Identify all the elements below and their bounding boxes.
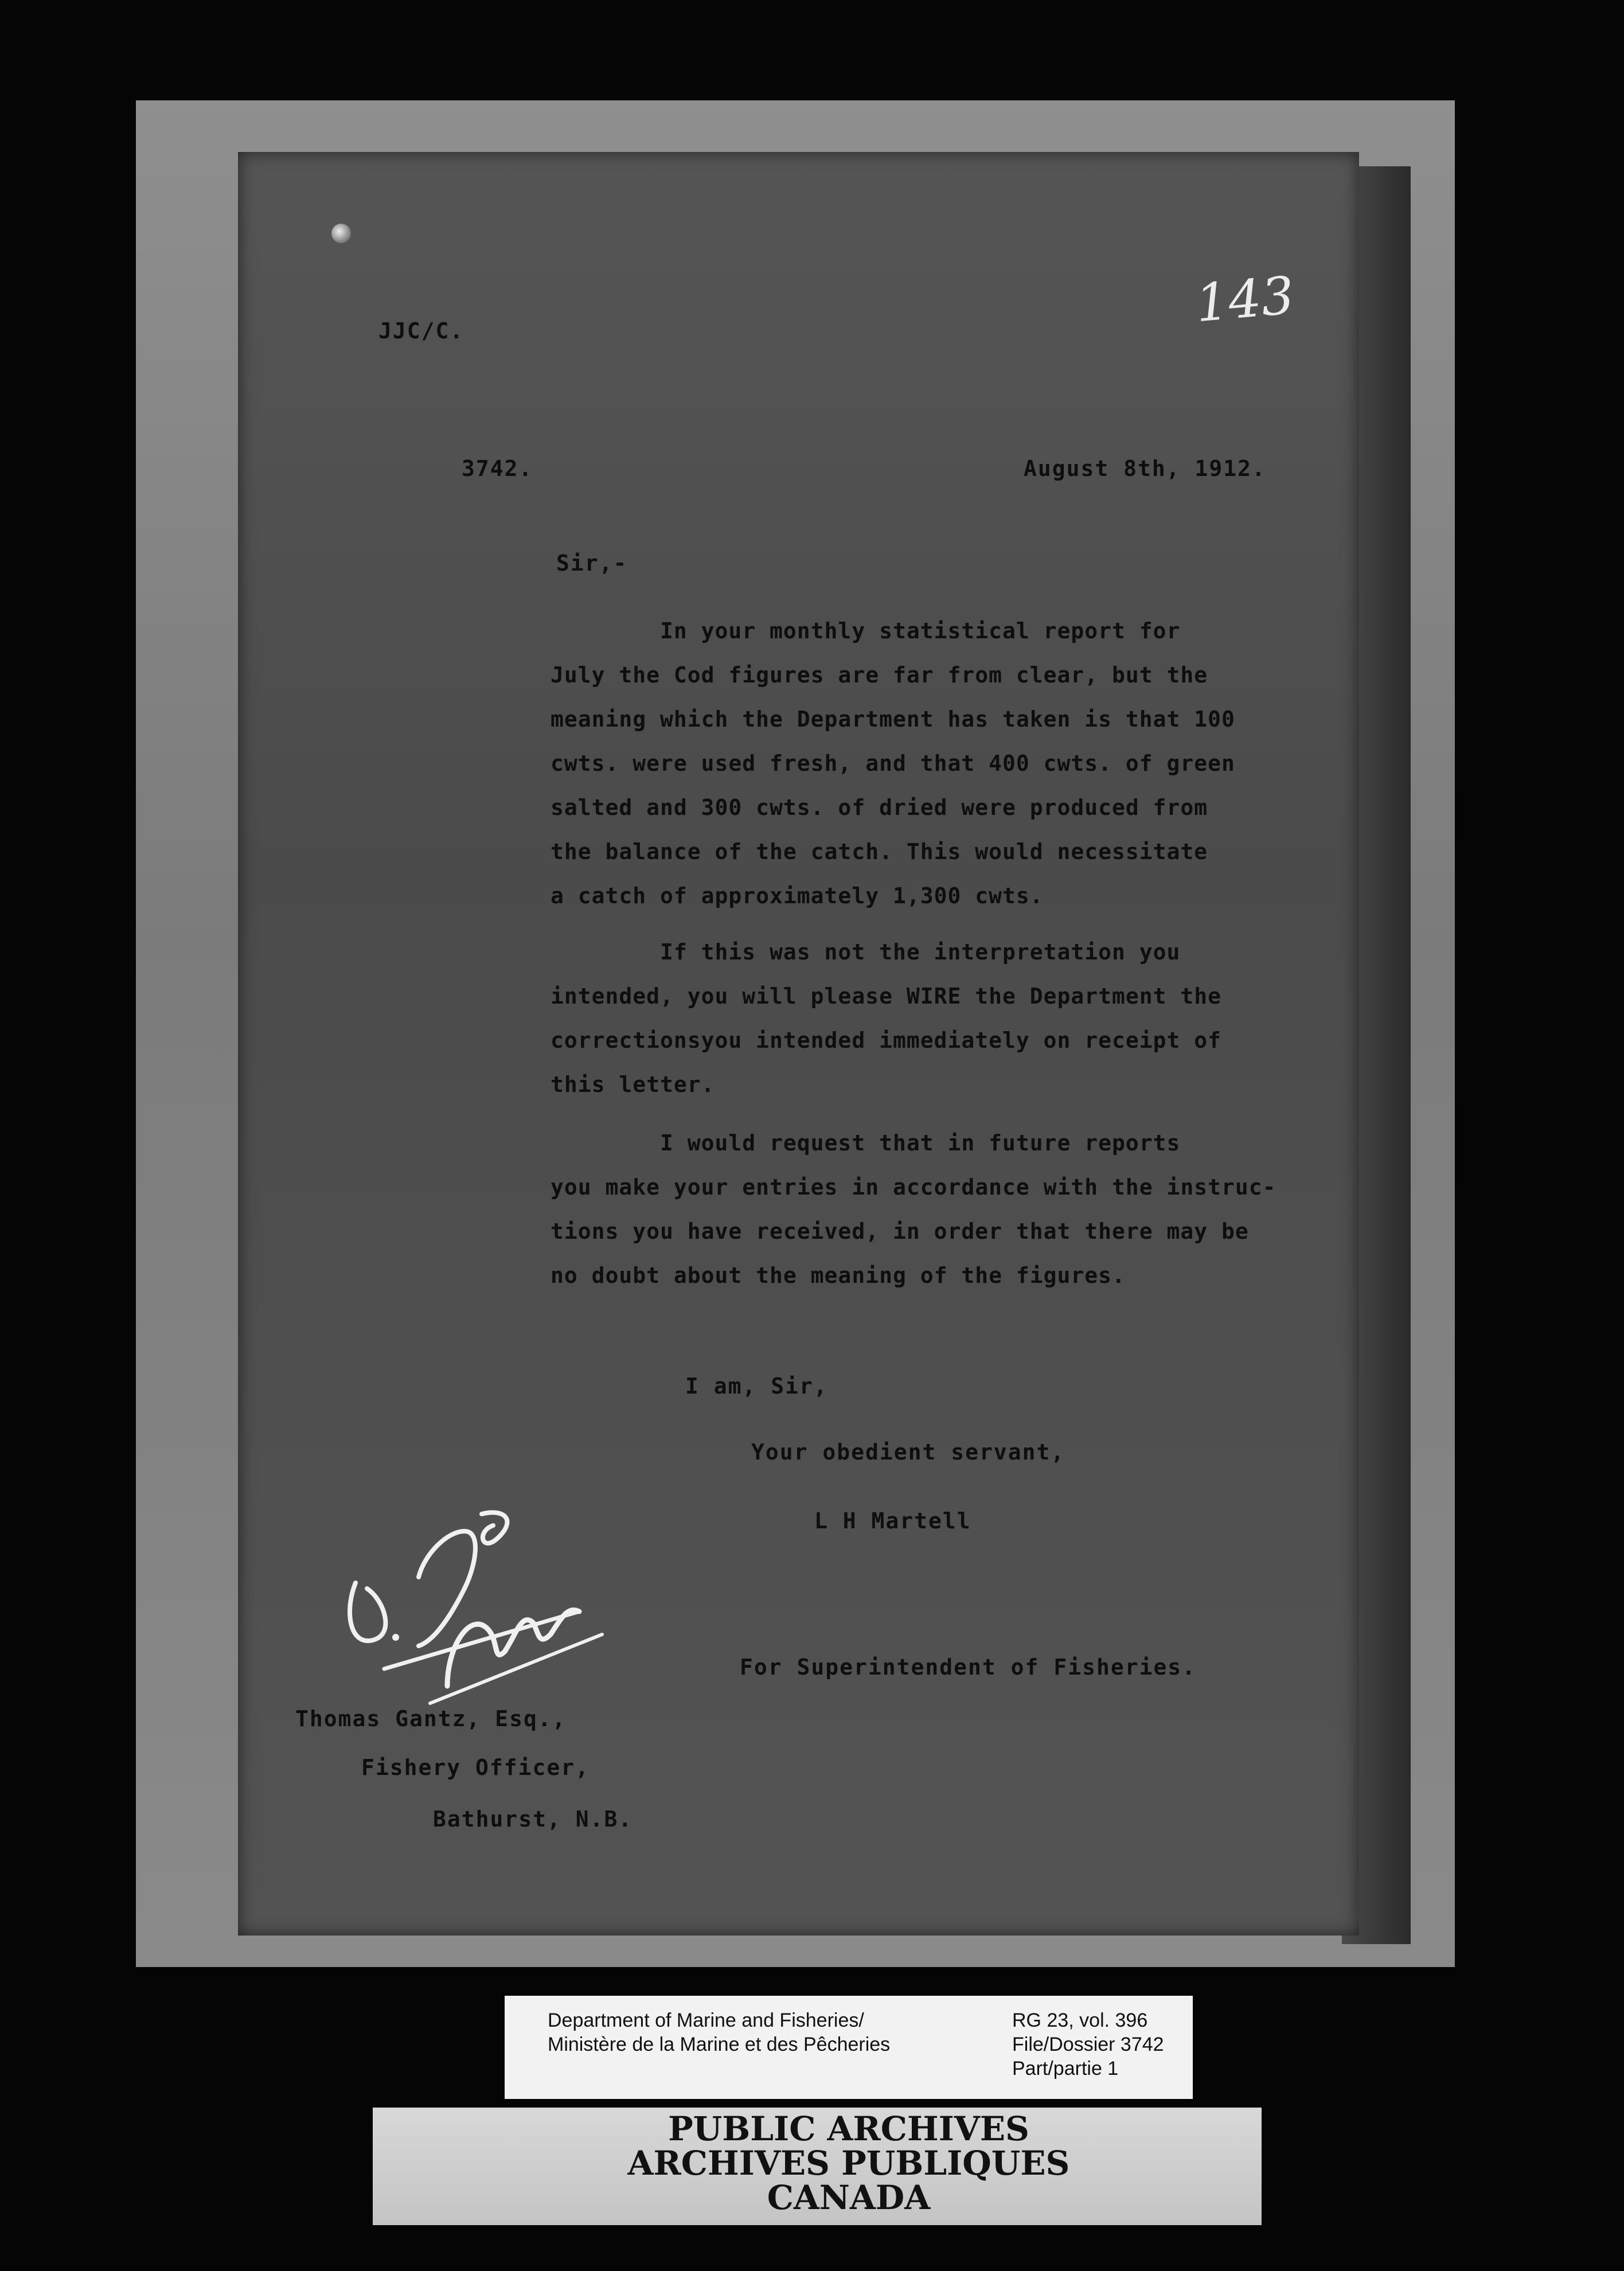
paragraph-1	[551, 609, 1296, 918]
paragraph-line: tions you have received, in order that there may be	[551, 1219, 1249, 1244]
label-dept-en: Department of Marine and Fisheries/	[548, 2009, 864, 2031]
paragraph-line: meaning which the Department has taken is that 100	[551, 707, 1235, 732]
paragraph-line: the balance of the catch. This would necessitate	[551, 839, 1208, 864]
label-rg: RG 23, vol. 396	[1012, 2009, 1148, 2031]
addressee-place: Bathurst, N.B.	[433, 1806, 633, 1832]
paragraph-line: intended, you will please WIRE the Department the	[551, 984, 1222, 1009]
signature-title: For Superintendent of Fisheries.	[740, 1655, 1197, 1680]
archive-stamp	[505, 2109, 1193, 2217]
paragraph-line: no doubt about the meaning of the figures.	[551, 1263, 1126, 1288]
paragraph-line: a catch of approximately 1,300 cwts.	[551, 883, 1044, 908]
paragraph-line: I would request that in future reports	[551, 1130, 1181, 1156]
signature-name: L H Martell	[814, 1508, 971, 1533]
stamp-line: CANADA	[767, 2178, 931, 2217]
label-part: Part/partie 1	[1012, 2058, 1119, 2079]
paragraph-line: cwts. were used fresh, and that 400 cwts. of green	[551, 751, 1235, 776]
folio-number: 143	[1193, 265, 1297, 334]
paragraph-line: salted and 300 cwts. of dried were produced from	[551, 795, 1208, 820]
label-dept-fr: Ministère de la Marine et des Pêcheries	[548, 2034, 891, 2055]
label-file: File/Dossier 3742	[1012, 2034, 1164, 2055]
paragraph-line: July the Cod figures are far from clear, but the	[551, 662, 1208, 688]
file-number: 3742.	[462, 456, 533, 481]
paragraph-line: If this was not the interpretation you	[551, 939, 1181, 965]
paragraph-3	[551, 1121, 1296, 1298]
paragraph-line: this letter.	[551, 1072, 715, 1097]
reference-code: JJC/C.	[378, 318, 464, 344]
stamp-line: ARCHIVES PUBLIQUES	[627, 2144, 1070, 2183]
paragraph-line: you make your entries in accordance with the instruc-	[551, 1174, 1276, 1200]
paragraph-line: correctionsyou intended immediately on receipt of	[551, 1028, 1222, 1053]
label-department	[548, 2008, 890, 2057]
paragraph-2	[551, 930, 1296, 1107]
closing-line-2: Your obedient servant,	[751, 1439, 1065, 1465]
archive-label-card	[505, 1996, 1193, 2099]
handwritten-initials-icon	[333, 1497, 631, 1726]
addressee-name: Thomas Gantz, Esq.,	[295, 1706, 567, 1731]
addressee-title: Fishery Officer,	[361, 1755, 590, 1780]
staple-icon	[331, 224, 351, 243]
stamp-line: PUBLIC ARCHIVES	[668, 2109, 1029, 2148]
paragraph-line: In your monthly statistical report for	[551, 618, 1181, 643]
label-reference	[1012, 2008, 1164, 2081]
closing-line: I am, Sir,	[685, 1373, 828, 1399]
letter-date: August 8th, 1912.	[1024, 456, 1266, 481]
salutation: Sir,-	[556, 551, 628, 576]
